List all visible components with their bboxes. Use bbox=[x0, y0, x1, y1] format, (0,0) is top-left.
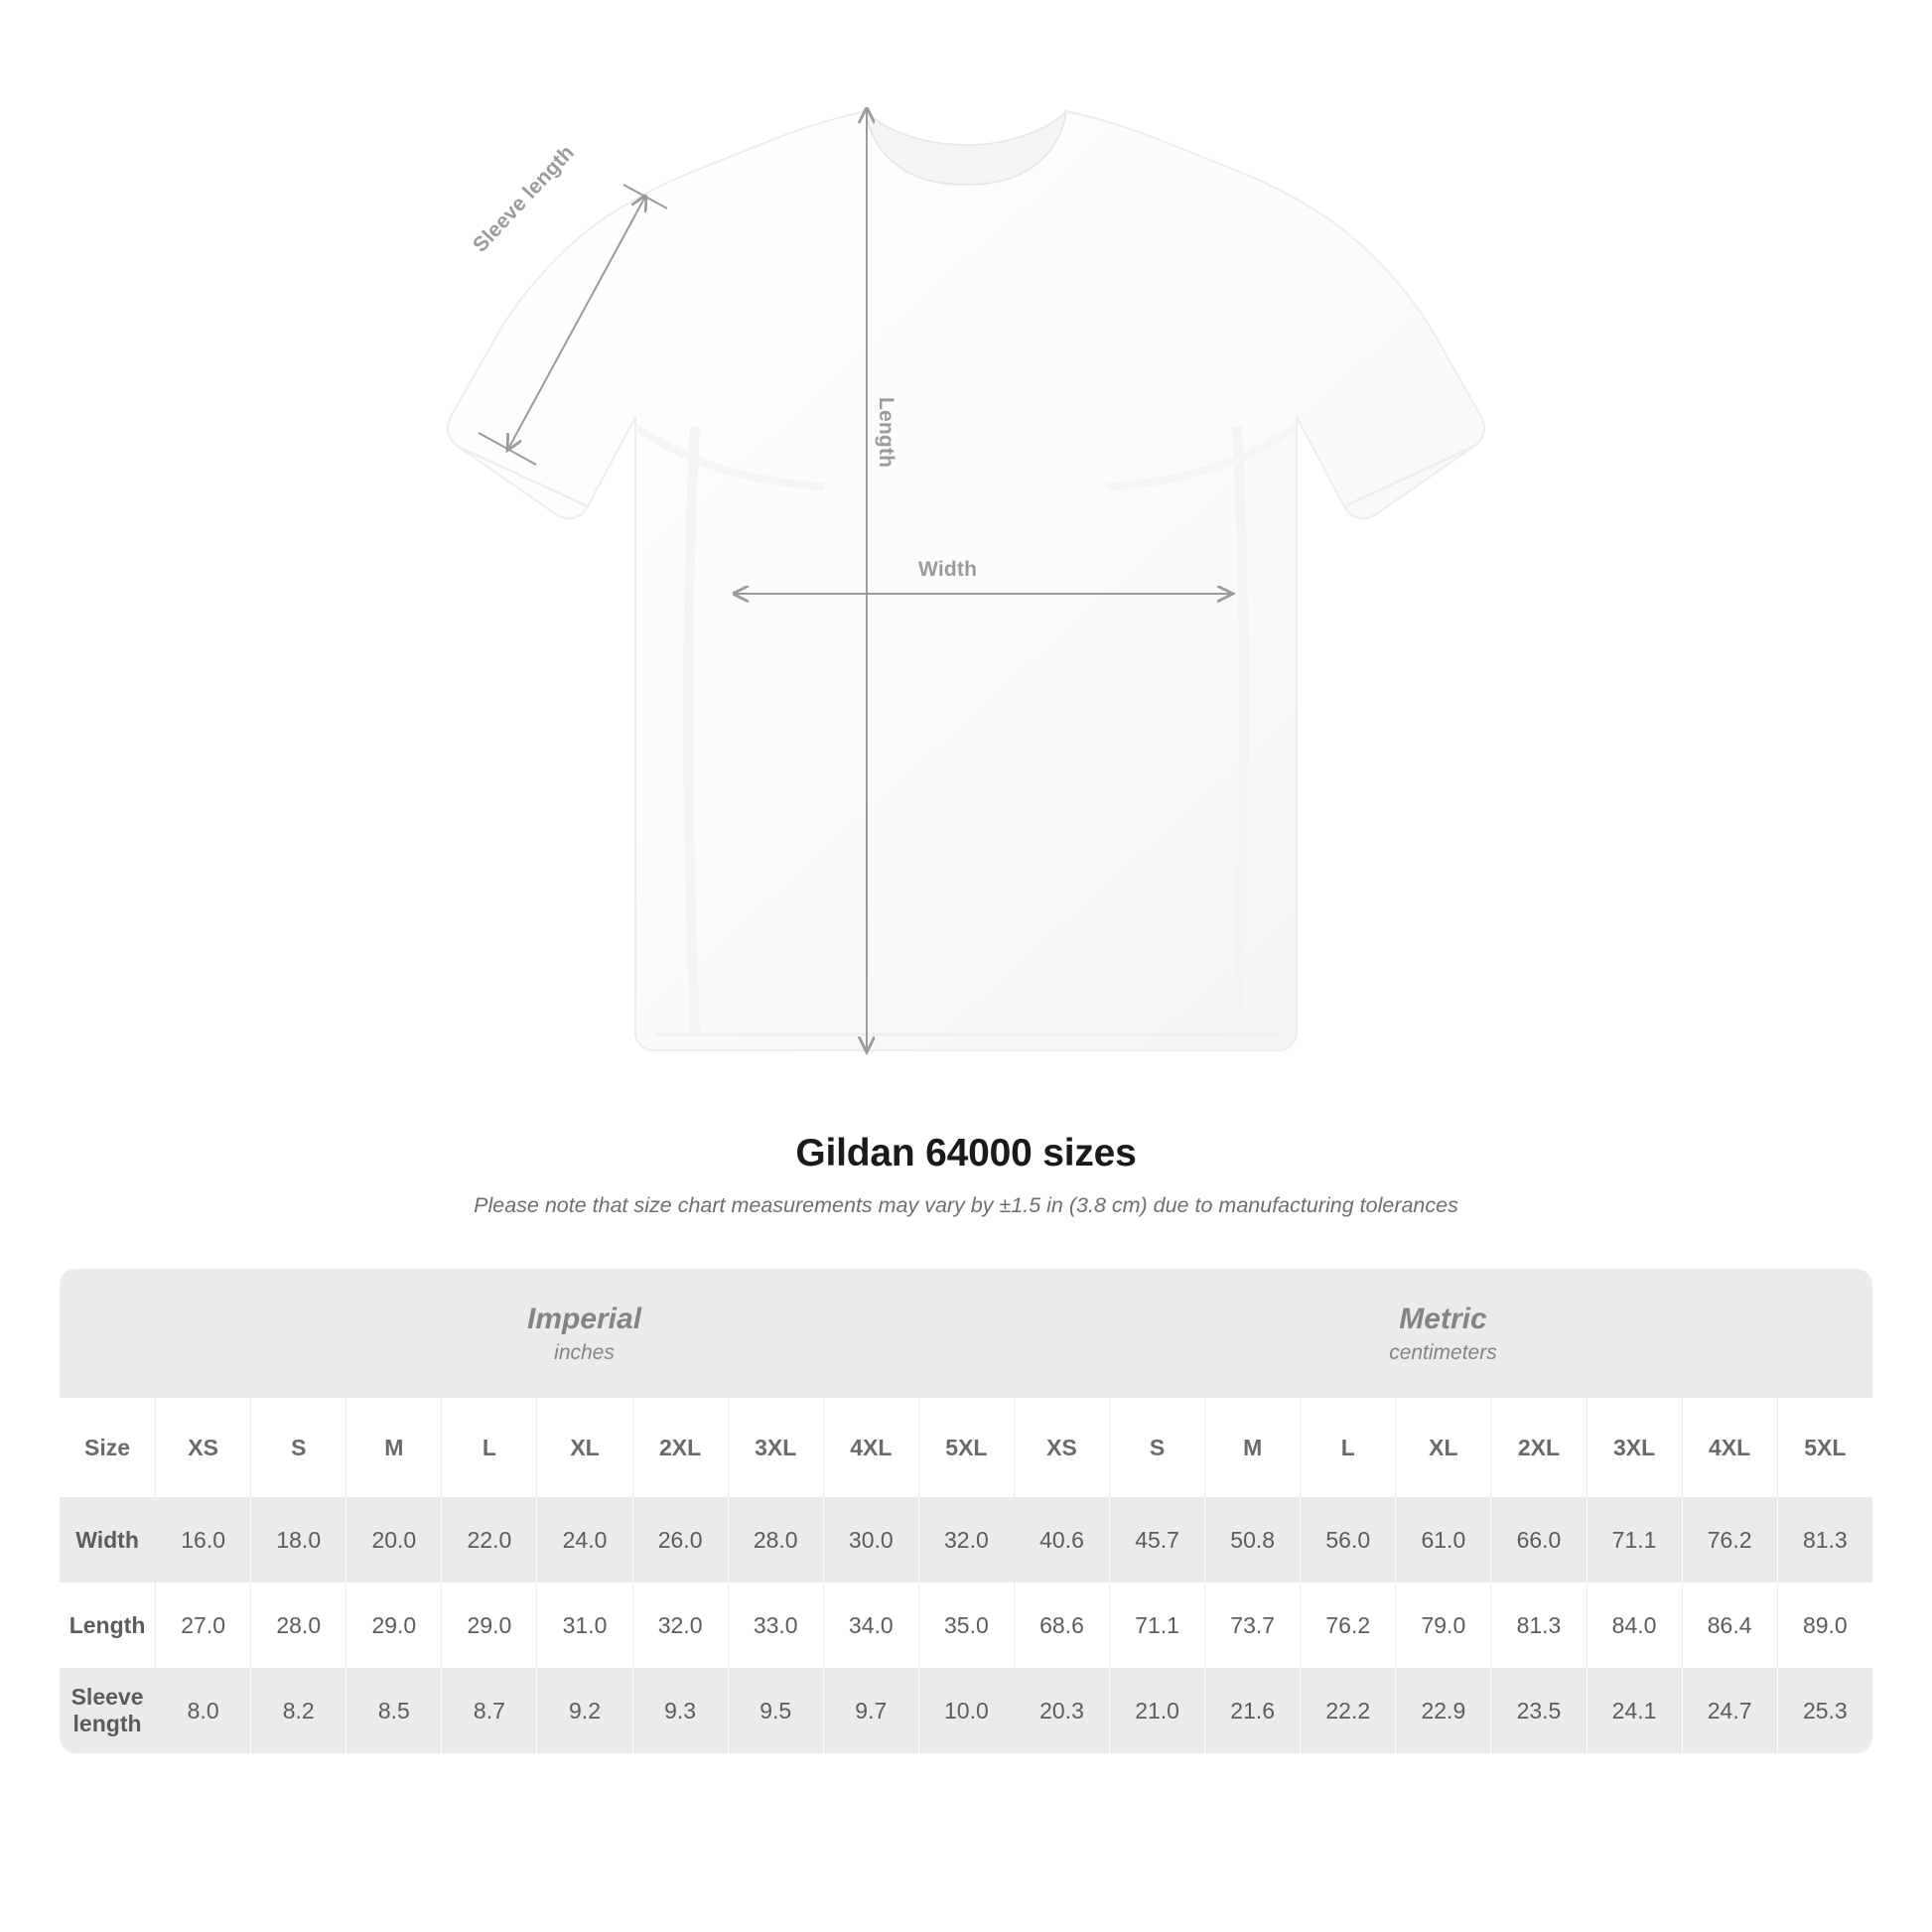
measurement-cell: 9.3 bbox=[632, 1668, 728, 1753]
size-header-cell: 5XL bbox=[1777, 1398, 1872, 1497]
measurement-cell: 84.0 bbox=[1587, 1583, 1682, 1668]
size-header-row bbox=[60, 1398, 1872, 1497]
size-header-cell: 3XL bbox=[1587, 1398, 1682, 1497]
unit-name: Metric bbox=[1399, 1302, 1487, 1335]
measurement-cell: 8.2 bbox=[250, 1668, 345, 1753]
measurement-cell: 8.5 bbox=[345, 1668, 441, 1753]
measurement-cell: 9.7 bbox=[823, 1668, 918, 1753]
size-header-cell: XL bbox=[536, 1398, 631, 1497]
measurement-cell: 73.7 bbox=[1204, 1583, 1300, 1668]
size-header-cell: 4XL bbox=[1682, 1398, 1777, 1497]
measurement-cell: 9.2 bbox=[536, 1668, 631, 1753]
size-header-cell: S bbox=[250, 1398, 345, 1497]
page-title: Gildan 64000 sizes bbox=[795, 1132, 1137, 1174]
measurement-cell: 66.0 bbox=[1490, 1497, 1586, 1583]
size-header-cell: 2XL bbox=[1490, 1398, 1586, 1497]
unit-subtitle: inches bbox=[554, 1340, 615, 1364]
unit-name: Imperial bbox=[526, 1302, 642, 1335]
size-header-cell: XS bbox=[1014, 1398, 1109, 1497]
size-row-label: Size bbox=[60, 1398, 155, 1497]
measurement-cell: 50.8 bbox=[1204, 1497, 1300, 1583]
measurement-cell: 86.4 bbox=[1682, 1583, 1777, 1668]
table-corner-cell bbox=[60, 1269, 155, 1398]
row-label-length: Length bbox=[60, 1583, 155, 1668]
measurement-cell: 8.7 bbox=[441, 1668, 536, 1753]
size-header-cell: L bbox=[1300, 1398, 1395, 1497]
unit-header-imperial bbox=[155, 1269, 1014, 1398]
measurement-cell: 18.0 bbox=[250, 1497, 345, 1583]
tolerance-note: Please note that size chart measurements may vary by ±1.5 in (3.8 cm) due to manufacturing tolerances bbox=[474, 1193, 1458, 1217]
measurement-cell: 76.2 bbox=[1682, 1497, 1777, 1583]
measurement-cell: 22.9 bbox=[1395, 1668, 1490, 1753]
measurement-cell: 81.3 bbox=[1490, 1583, 1586, 1668]
size-header-cell: M bbox=[345, 1398, 441, 1497]
width-dimension-label: Width bbox=[918, 558, 978, 581]
measurement-cell: 32.0 bbox=[918, 1497, 1014, 1583]
measurement-cell: 24.1 bbox=[1587, 1668, 1682, 1753]
measurement-cell: 34.0 bbox=[823, 1583, 918, 1668]
measurement-cell: 8.0 bbox=[155, 1668, 250, 1753]
measurement-cell: 45.7 bbox=[1109, 1497, 1204, 1583]
measurement-cell: 68.6 bbox=[1014, 1583, 1109, 1668]
measurement-cell: 32.0 bbox=[632, 1583, 728, 1668]
measurement-cell: 20.0 bbox=[345, 1497, 441, 1583]
measurement-cell: 71.1 bbox=[1587, 1497, 1682, 1583]
measurement-cell: 81.3 bbox=[1777, 1497, 1872, 1583]
table-row bbox=[60, 1583, 1872, 1668]
measurement-cell: 25.3 bbox=[1777, 1668, 1872, 1753]
measurement-cell: 33.0 bbox=[728, 1583, 823, 1668]
unit-subtitle: centimeters bbox=[1389, 1340, 1497, 1364]
measurement-cell: 20.3 bbox=[1014, 1668, 1109, 1753]
measurement-cell: 76.2 bbox=[1300, 1583, 1395, 1668]
sleeve-length-dimension-label: Sleeve length bbox=[469, 141, 579, 257]
table-row bbox=[60, 1497, 1872, 1583]
title-block bbox=[0, 1132, 1932, 1218]
measurement-cell: 10.0 bbox=[918, 1668, 1014, 1753]
measurement-cell: 22.2 bbox=[1300, 1668, 1395, 1753]
measurement-cell: 71.1 bbox=[1109, 1583, 1204, 1668]
size-header-cell: 4XL bbox=[823, 1398, 918, 1497]
measurement-cell: 28.0 bbox=[250, 1583, 345, 1668]
measurement-cell: 28.0 bbox=[728, 1497, 823, 1583]
measurement-cell: 26.0 bbox=[632, 1497, 728, 1583]
size-header-cell: 5XL bbox=[918, 1398, 1014, 1497]
measurement-cell: 35.0 bbox=[918, 1583, 1014, 1668]
table-row bbox=[60, 1668, 1872, 1753]
measurement-cell: 21.6 bbox=[1204, 1668, 1300, 1753]
measurement-cell: 21.0 bbox=[1109, 1668, 1204, 1753]
size-header-cell: 3XL bbox=[728, 1398, 823, 1497]
size-table-wrapper bbox=[60, 1269, 1872, 1753]
measurement-cell: 24.0 bbox=[536, 1497, 631, 1583]
measurement-cell: 22.0 bbox=[441, 1497, 536, 1583]
size-table bbox=[60, 1269, 1872, 1753]
measurement-cell: 31.0 bbox=[536, 1583, 631, 1668]
measurement-cell: 29.0 bbox=[441, 1583, 536, 1668]
measurement-cell: 30.0 bbox=[823, 1497, 918, 1583]
row-label-width: Width bbox=[60, 1497, 155, 1583]
size-header-cell: XS bbox=[155, 1398, 250, 1497]
length-dimension-label: Length bbox=[875, 397, 897, 469]
unit-header-row bbox=[60, 1269, 1872, 1398]
measurement-cell: 9.5 bbox=[728, 1668, 823, 1753]
measurement-cell: 40.6 bbox=[1014, 1497, 1109, 1583]
size-header-cell: S bbox=[1109, 1398, 1204, 1497]
measurement-cell: 79.0 bbox=[1395, 1583, 1490, 1668]
measurement-cell: 56.0 bbox=[1300, 1497, 1395, 1583]
measurement-cell: 27.0 bbox=[155, 1583, 250, 1668]
measurement-cell: 16.0 bbox=[155, 1497, 250, 1583]
row-label-sleeve-length: Sleeve length bbox=[60, 1668, 155, 1753]
measurement-cell: 61.0 bbox=[1395, 1497, 1490, 1583]
measurement-cell: 29.0 bbox=[345, 1583, 441, 1668]
unit-header-metric bbox=[1014, 1269, 1872, 1398]
size-header-cell: 2XL bbox=[632, 1398, 728, 1497]
measurement-cell: 24.7 bbox=[1682, 1668, 1777, 1753]
measurement-cell: 89.0 bbox=[1777, 1583, 1872, 1668]
size-header-cell: L bbox=[441, 1398, 536, 1497]
measurement-cell: 23.5 bbox=[1490, 1668, 1586, 1753]
size-header-cell: M bbox=[1204, 1398, 1300, 1497]
size-header-cell: XL bbox=[1395, 1398, 1490, 1497]
